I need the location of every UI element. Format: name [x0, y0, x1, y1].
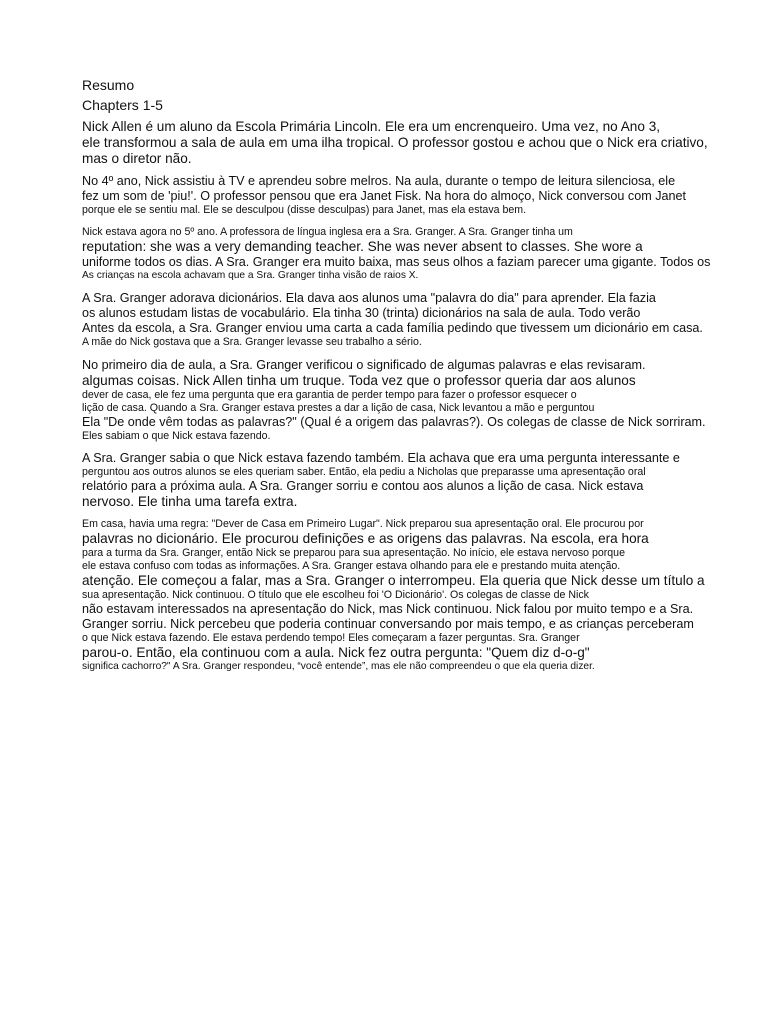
paragraph-4 — [82, 291, 752, 349]
paragraph-line: No primeiro dia de aula, a Sra. Granger verificou o significado de algumas palavras e elas revisaram. — [82, 358, 646, 372]
paragraph-line: A Sra. Granger adorava dicionários. Ela dava aos alunos uma "palavra do dia" para aprender. Ela fazia — [82, 291, 656, 305]
document-page — [82, 77, 752, 673]
paragraph-6 — [82, 451, 752, 510]
paragraph-3 — [82, 226, 752, 282]
paragraph-7 — [82, 518, 752, 673]
paragraph-line: lição de casa. Quando a Sra. Granger estava prestes a dar a lição de casa, Nick levantou a mão e perguntou — [82, 402, 595, 414]
paragraph-line: parou-o. Então, ela continuou com a aula. Nick fez outra pergunta: "Quem diz d-o-g" — [82, 645, 590, 660]
paragraph-line: ele transformou a sala de aula em uma ilha tropical. O professor gostou e achou que o Nick era criativo, — [82, 135, 708, 150]
paragraph-line: uniforme todos os dias. A Sra. Granger era muito baixa, mas seus olhos a faziam parecer uma gigante. Todos os — [82, 255, 711, 269]
paragraph-line: nervoso. Ele tinha uma tarefa extra. — [82, 494, 298, 509]
paragraph-line: relatório para a próxima aula. A Sra. Granger sorriu e contou aos alunos a lição de casa. Nick estava — [82, 479, 644, 493]
paragraph-line: Nick Allen é um aluno da Escola Primária Lincoln. Ele era um encrenqueiro. Uma vez, no Ano 3, — [82, 119, 661, 134]
paragraph-line: No 4º ano, Nick assistiu à TV e aprendeu sobre melros. Na aula, durante o tempo de leitura silenciosa, ele — [82, 174, 676, 188]
paragraph-1 — [82, 119, 752, 167]
paragraph-line: perguntou aos outros alunos se eles queriam saber. Então, ela pediu a Nicholas que preparasse uma apresentação oral — [82, 466, 646, 478]
paragraph-line: para a turma da Sra. Granger, então Nick se preparou para sua apresentação. No início, ele estava nervoso porque — [82, 547, 625, 559]
paragraph-line: Ela "De onde vêm todas as palavras?" (Qual é a origem das palavras?). Os colegas de classe de Nick sorriram. — [82, 415, 706, 429]
paragraph-line: atenção. Ele começou a falar, mas a Sra. Granger o interrompeu. Ela queria que Nick desse um título a — [82, 573, 705, 588]
paragraph-line: mas o diretor não. — [82, 151, 192, 166]
paragraph-line: ele estava confuso com todas as informações. A Sra. Granger estava olhando para ele e prestando muita atenção. — [82, 560, 621, 572]
paragraph-line: palavras no dicionário. Ele procurou definições e as origens das palavras. Na escola, era hora — [82, 531, 649, 546]
paragraph-line: significa cachorro?" A Sra. Granger respondeu, “você entende”, mas ele não compreendeu o que ela queria dizer. — [82, 661, 595, 672]
paragraph-line: reputation: she was a very demanding teacher. She was never absent to classes. She wore a — [82, 239, 643, 254]
paragraph-line: algumas coisas. Nick Allen tinha um truque. Toda vez que o professor queria dar aos alunos — [82, 373, 636, 388]
paragraph-line: Nick estava agora no 5º ano. A professora de língua inglesa era a Sra. Granger. A Sra. Granger tinha um — [82, 226, 573, 238]
paragraph-line: A mãe do Nick gostava que a Sra. Granger levasse seu trabalho a sério. — [82, 336, 422, 348]
paragraph-line: Granger sorriu. Nick percebeu que poderia continuar conversando por mais tempo, e as crianças perceberam — [82, 617, 694, 631]
paragraph-line: não estavam interessados na apresentação do Nick, mas Nick continuou. Nick falou por muito tempo e a Sra. — [82, 602, 694, 616]
paragraph-line: A Sra. Granger sabia o que Nick estava fazendo também. Ela achava que era uma pergunta interessante e — [82, 451, 680, 465]
paragraph-line: Antes da escola, a Sra. Granger enviou uma carta a cada família pedindo que tivessem um dicionário em casa. — [82, 321, 703, 335]
paragraph-2 — [82, 174, 752, 217]
paragraph-line: o que Nick estava fazendo. Ele estava perdendo tempo! Eles começaram a fazer perguntas. Sra. Granger — [82, 632, 580, 644]
document-title: Resumo — [82, 77, 135, 93]
paragraph-line: fez um som de 'piu!'. O professor pensou que era Janet Fisk. Na hora do almoço, Nick conversou com Janet — [82, 189, 687, 203]
paragraph-line: sua apresentação. Nick continuou. O título que ele escolheu foi 'O Dicionário'. Os colegas de classe de Nick — [82, 589, 589, 601]
paragraph-line: os alunos estudam listas de vocabulário. Ela tinha 30 (trinta) dicionários na sala de aula. Todo verão — [82, 306, 641, 320]
paragraph-5 — [82, 358, 752, 443]
document-subtitle: Chapters 1-5 — [82, 97, 163, 113]
paragraph-line: Em casa, havia uma regra: "Dever de Casa em Primeiro Lugar". Nick preparou sua apresentação oral. Ele procurou por — [82, 518, 644, 530]
paragraph-line: dever de casa, ele fez uma pergunta que era garantia de perder tempo para fazer o professor esquecer o — [82, 389, 577, 401]
paragraph-line: As crianças na escola achavam que a Sra. Granger tinha visão de raios X. — [82, 270, 419, 281]
paragraph-line: porque ele se sentiu mal. Ele se desculpou (disse desculpas) para Janet, mas ela estava bem. — [82, 204, 527, 216]
paragraph-line: Eles sabiam o que Nick estava fazendo. — [82, 430, 271, 442]
